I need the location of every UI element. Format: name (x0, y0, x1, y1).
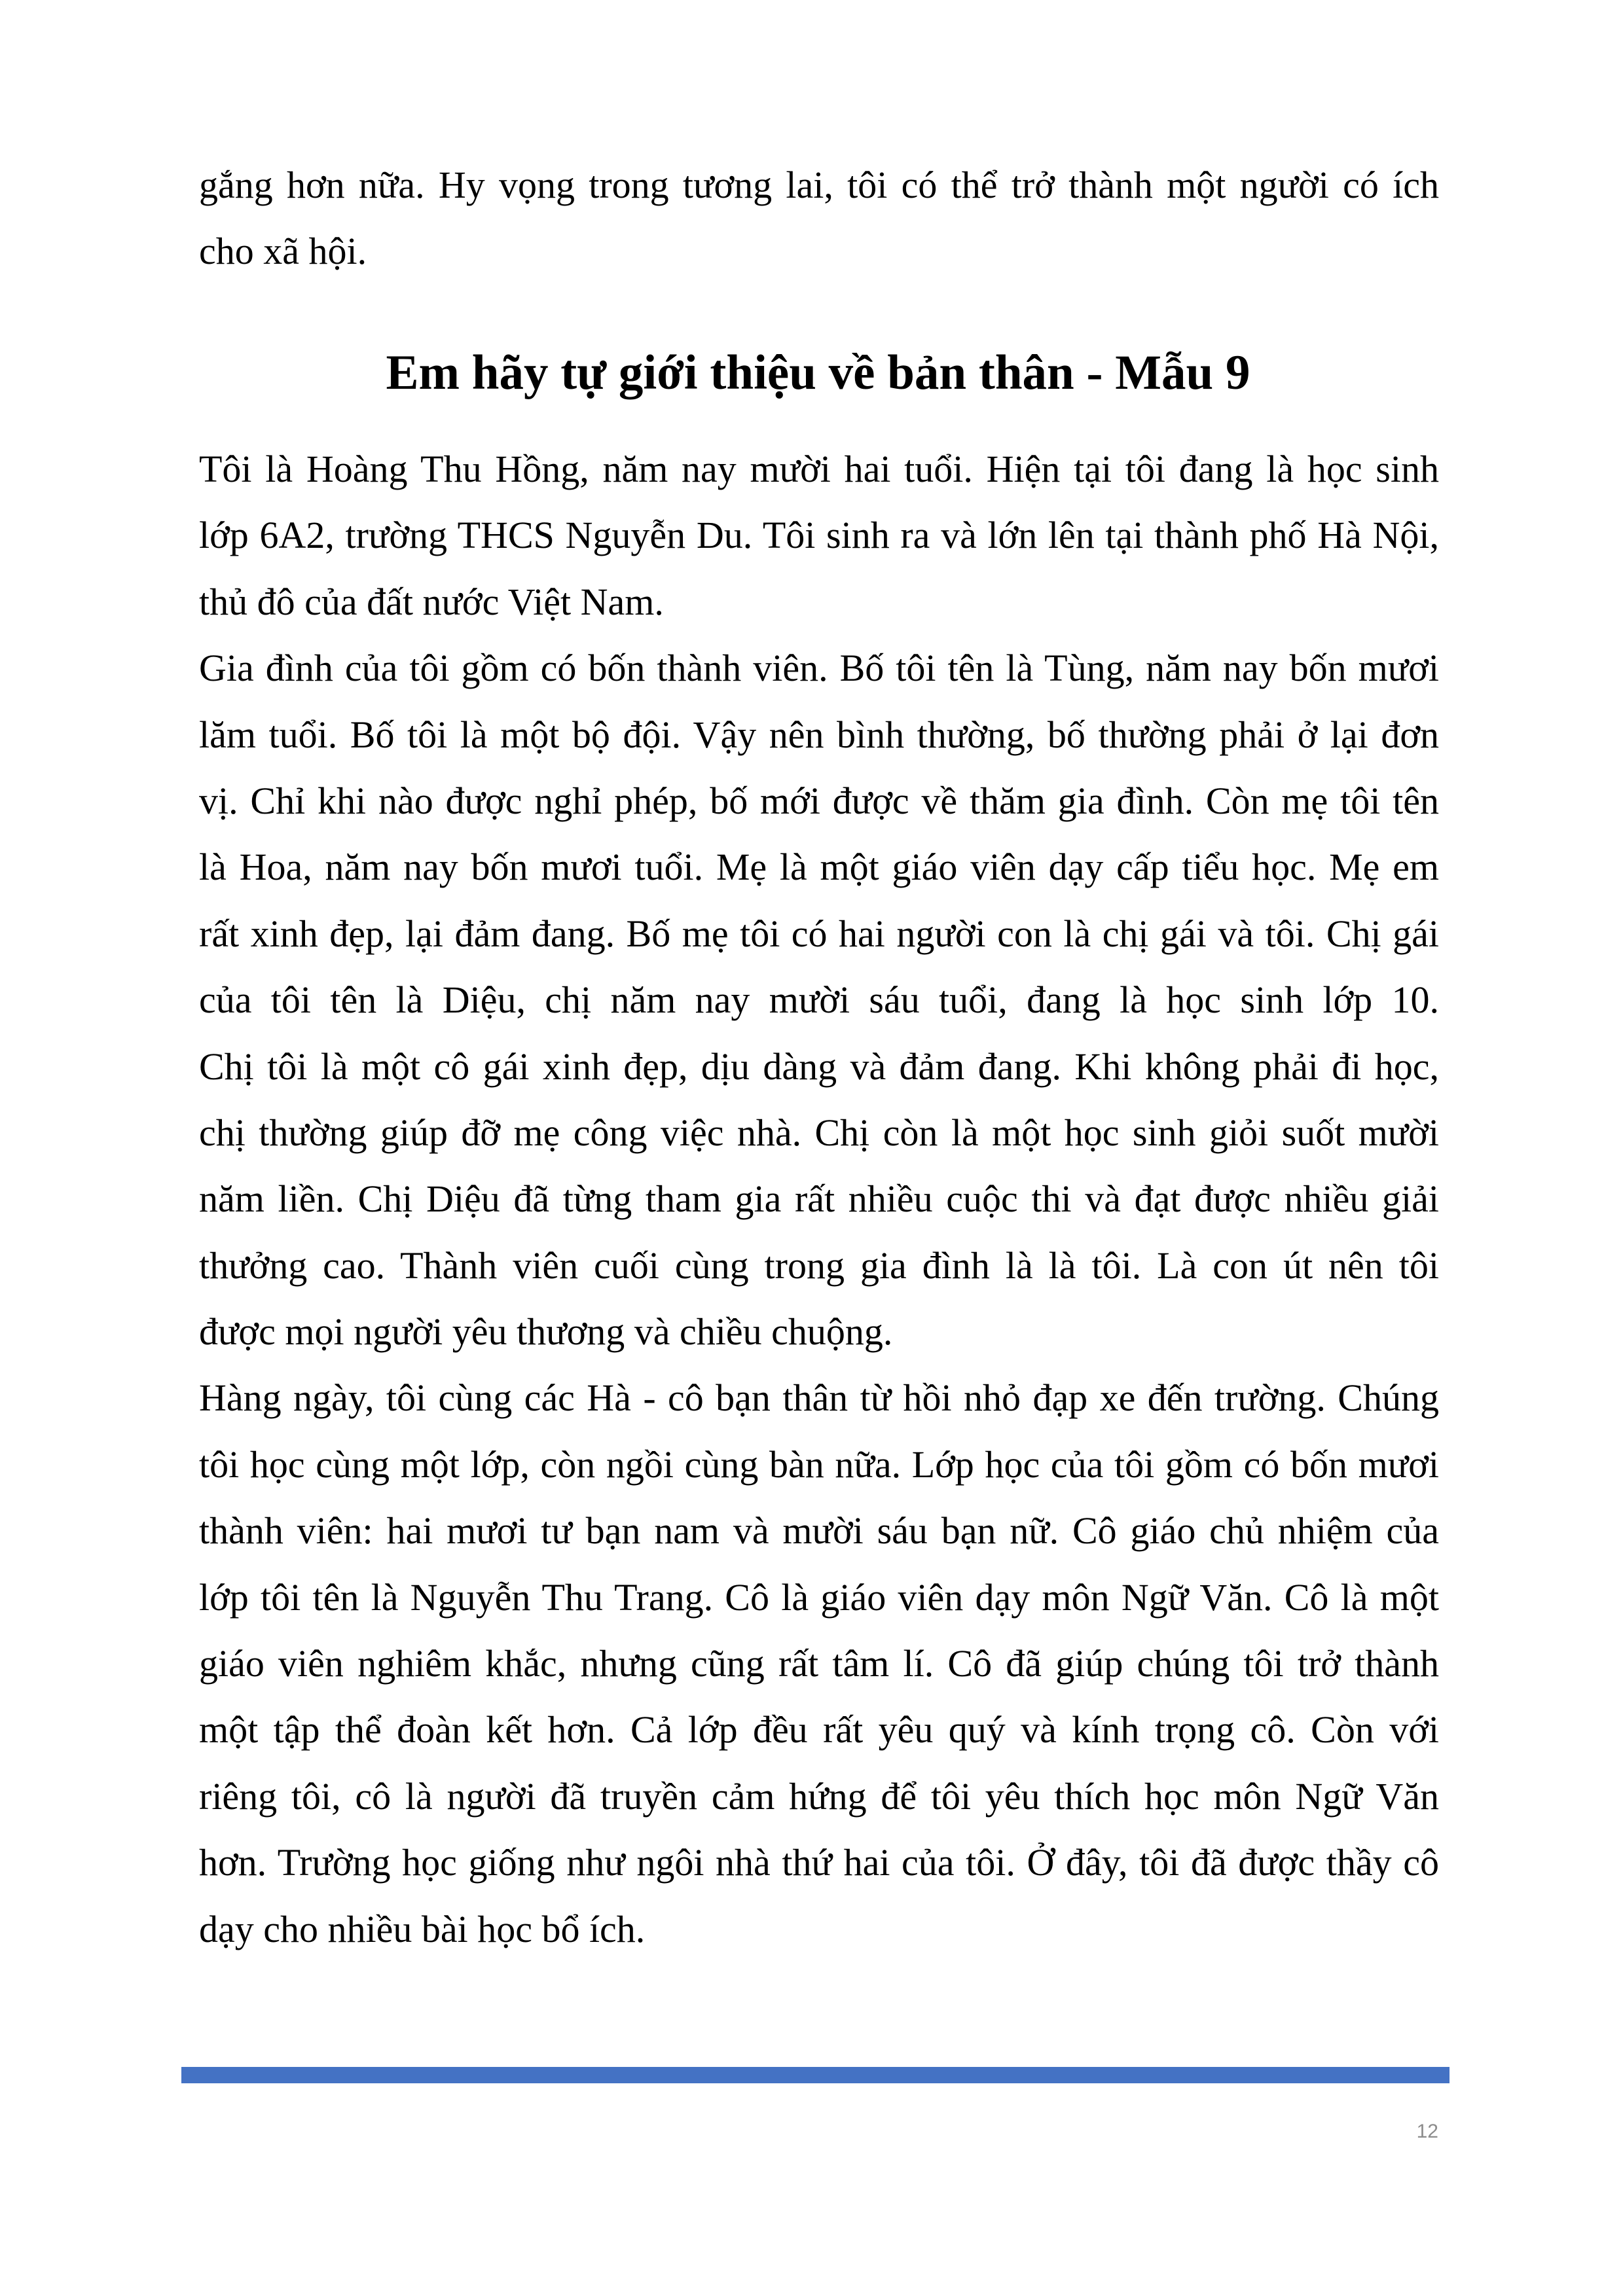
text-line: được mọi người yêu thương và chiều chuộng. (199, 1310, 893, 1354)
text-line: vị. Chỉ khi nào được nghỉ phép, bố mới được về thăm gia đình. Còn mẹ tôi tên (199, 779, 1439, 822)
text-line: lớp tôi tên là Nguyễn Thu Trang. Cô là giáo viên dạy môn Ngữ Văn. Cô là một (199, 1575, 1439, 1619)
text-line: thủ đô của đất nước Việt Nam. (199, 580, 664, 623)
text-line: giáo viên nghiêm khắc, nhưng cũng rất tâm lí. Cô đã giúp chúng tôi trở thành (199, 1642, 1439, 1685)
body-text (199, 436, 1439, 1962)
text-line: là Hoa, năm nay bốn mươi tuổi. Mẹ là một giáo viên dạy cấp tiểu học. Mẹ em (199, 846, 1439, 889)
text-line: năm liền. Chị Diệu đã từng tham gia rất nhiều cuộc thi và đạt được nhiều giải (199, 1177, 1439, 1221)
text-line: lăm tuổi. Bố tôi là một bộ đội. Vậy nên bình thường, bố thường phải ở lại đơn (199, 713, 1439, 756)
text-line: thưởng cao. Thành viên cuối cùng trong gia đình là là tôi. Là con út nên tôi (199, 1244, 1439, 1287)
paragraph (199, 436, 1439, 635)
text-line: lớp 6A2, trường THCS Nguyễn Du. Tôi sinh ra và lớn lên tại thành phố Hà Nội, (199, 514, 1439, 557)
lead-paragraph (199, 152, 1439, 285)
text-line: chị thường giúp đỡ mẹ công việc nhà. Chị còn là một học sinh giỏi suốt mười (199, 1111, 1439, 1154)
text-line: cho xã hội. (199, 230, 367, 273)
text-line: Hàng ngày, tôi cùng các Hà - cô bạn thân từ hồi nhỏ đạp xe đến trường. Chúng (199, 1376, 1439, 1420)
text-line: Gia đình của tôi gồm có bốn thành viên. Bố tôi tên là Tùng, năm nay bốn mươi (199, 647, 1439, 690)
text-line: Chị tôi là một cô gái xinh đẹp, dịu dàng và đảm đang. Khi không phải đi học, (199, 1045, 1439, 1088)
text-line: dạy cho nhiều bài học bổ ích. (199, 1907, 646, 1950)
paragraph (199, 635, 1439, 1365)
text-line: thành viên: hai mươi tư bạn nam và mười sáu bạn nữ. Cô giáo chủ nhiệm của (199, 1509, 1439, 1552)
page-number: 12 (1416, 2121, 1438, 2142)
text-line: hơn. Trường học giống như ngôi nhà thứ hai của tôi. Ở đây, tôi đã được thầy cô (199, 1841, 1439, 1884)
text-line: tôi học cùng một lớp, còn ngồi cùng bàn nữa. Lớp học của tôi gồm có bốn mươi (199, 1443, 1439, 1486)
text-line: riêng tôi, cô là người đã truyền cảm hứng để tôi yêu thích học môn Ngữ Văn (199, 1774, 1439, 1818)
paragraph (199, 1365, 1439, 1962)
text-line: gắng hơn nữa. Hy vọng trong tương lai, tôi có thể trở thành một người có ích (199, 164, 1439, 206)
footer-rule (181, 2067, 1450, 2083)
text-line: Tôi là Hoàng Thu Hồng, năm nay mười hai tuổi. Hiện tại tôi đang là học sinh (199, 448, 1439, 490)
text-line: rất xinh đẹp, lại đảm đang. Bố mẹ tôi có hai người con là chị gái và tôi. Chị gái (199, 912, 1439, 955)
text-line: một tập thể đoàn kết hơn. Cả lớp đều rất yêu quý và kính trọng cô. Còn với (199, 1708, 1439, 1751)
text-line: của tôi tên là Diệu, chị năm nay mười sáu tuổi, đang là học sinh lớp 10. (199, 978, 1439, 1022)
section-title: Em hãy tự giới thiệu về bản thân - Mẫu 9 (386, 346, 1250, 400)
